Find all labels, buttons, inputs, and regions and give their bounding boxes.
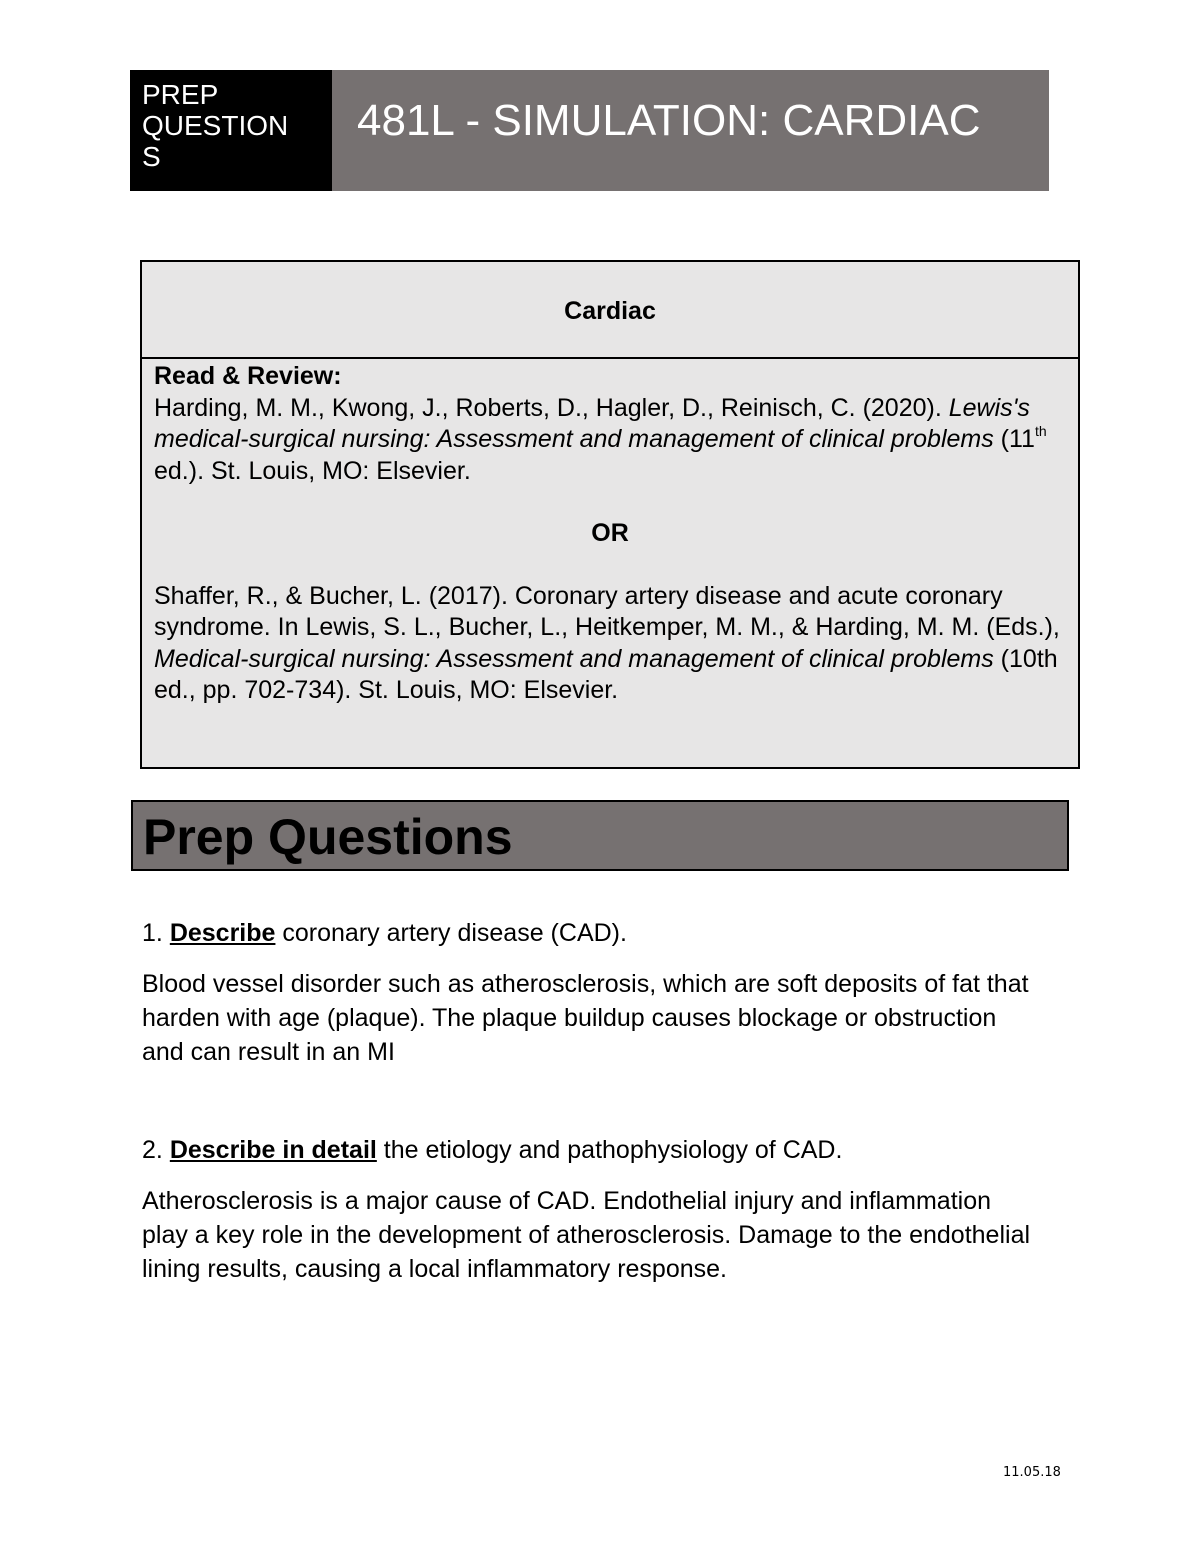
question-prompt bbox=[142, 916, 1042, 950]
ref1-edition-sup: th bbox=[1034, 422, 1047, 439]
header-prep-line: S bbox=[142, 141, 161, 172]
header-prep-line: QUESTION bbox=[142, 110, 289, 141]
ref2-tail: (10th ed., pp. 702-734). St. Louis, MO: Elsevier. bbox=[154, 644, 1058, 704]
reading-section-title bbox=[142, 262, 1078, 359]
question-answer: Atherosclerosis is a major cause of CAD. Endothelial injury and inflammation play a key role in the development of atherosclerosis. Damage to the endothelial lining results, causing a local inflammatory response. bbox=[142, 1187, 1031, 1283]
question-prompt bbox=[142, 1133, 1042, 1167]
read-review-label: Read & Review: bbox=[154, 362, 342, 390]
question-text: the etiology and pathophysiology of CAD. bbox=[376, 1136, 843, 1164]
ref1-edition-pre: (11 bbox=[993, 425, 1035, 453]
question-answer: Blood vessel disorder such as atherosclerosis, which are soft deposits of fat that harden with age (plaque). The plaque buildup causes blockage or obstruction and can result in an MI bbox=[142, 970, 1029, 1066]
footer-date: 11.05.18 bbox=[1003, 1465, 1061, 1480]
ref1-authors: Harding, M. M., Kwong, J., Roberts, D., Hagler, D., Reinisch, C. (2020). bbox=[154, 393, 942, 422]
question-number: 1. bbox=[142, 919, 163, 947]
question-verb: Describe bbox=[169, 919, 276, 947]
reading-box bbox=[140, 260, 1080, 769]
reference-1 bbox=[154, 393, 1066, 488]
ref2-lead: Shaffer, R., & Bucher, L. (2017). Coronary artery disease and acute coronary syndrome. In Lewis, S. L., Bucher, L., Heitkemper, M. M., & Harding, M. M. (Eds.), bbox=[154, 581, 1060, 641]
or-label: OR bbox=[591, 519, 629, 547]
question-number: 2. bbox=[142, 1136, 163, 1164]
questions-list bbox=[142, 916, 1042, 1286]
ref2-title: Medical-surgical nursing: Assessment and management of clinical problems bbox=[154, 644, 994, 673]
ref1-title: Lewis's medical-surgical nursing: Assessment and management of clinical problems bbox=[154, 393, 1030, 453]
header-prep-line: PREP bbox=[142, 79, 219, 110]
reading-section-title-text: Cardiac bbox=[564, 297, 656, 325]
header-banner bbox=[130, 70, 1049, 191]
question-item bbox=[142, 1133, 1042, 1286]
reading-body bbox=[142, 359, 1078, 707]
question-verb: Describe in detail bbox=[169, 1136, 377, 1164]
question-text: coronary artery disease (CAD). bbox=[275, 919, 627, 947]
header-prep-label bbox=[130, 70, 332, 191]
ref1-edition-post: ed.). St. Louis, MO: Elsevier. bbox=[154, 456, 471, 485]
question-item bbox=[142, 916, 1042, 1069]
header-title: 481L - SIMULATION: CARDIAC bbox=[332, 70, 1049, 191]
reference-2 bbox=[154, 581, 1066, 707]
prep-questions-banner: Prep Questions bbox=[131, 800, 1069, 871]
